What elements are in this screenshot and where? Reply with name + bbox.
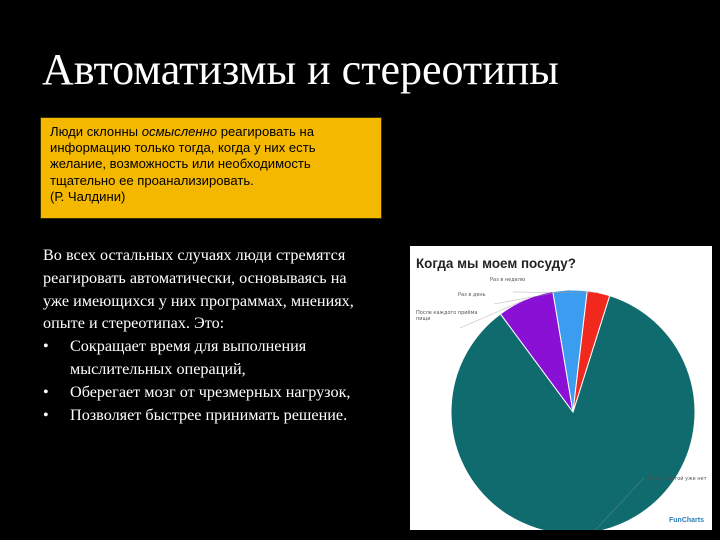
quote-line-4: тщательно ее проанализировать. [50, 172, 254, 188]
bullet-item-1-continued: мыслительных операций, [70, 359, 246, 378]
body-line-4: опыте и стереотипах. Это: [43, 314, 225, 333]
quote-box [40, 117, 382, 219]
body-line-3: уже имеющихся у них программах, мнениях, [43, 291, 354, 310]
pie-slice-label-2: Раз в день [458, 292, 486, 298]
pie-chart-panel [410, 246, 712, 530]
quote-line-2: информацию только тогда, когда у них есть [50, 140, 316, 156]
body-text [43, 244, 403, 426]
bullet-icon: • [43, 405, 49, 424]
quote-emphasis: осмысленно [141, 124, 218, 139]
quote-line-3: желание, возможность или необходимость [50, 156, 311, 172]
bullet-icon: • [43, 382, 49, 401]
body-line-2: реагировать автоматически, основываясь на [43, 268, 347, 287]
bullet-item-2: • Оберегает мозг от чрезмерных нагрузок, [43, 381, 403, 404]
body-line-1: Во всех остальных случаях люди стремятся [43, 246, 346, 264]
bullet-item-3: • Позволяет быстрее принимать решение. [43, 404, 403, 427]
bullet-item-1: • Сокращает время для выполнения [43, 335, 403, 358]
slide-title: Автоматизмы и стереотипы [42, 45, 559, 94]
pie-slice-label-3: Раз в неделю [490, 277, 526, 283]
bullet-list [43, 335, 403, 426]
quote-author: (Р. Чалдини) [50, 188, 126, 204]
pie-slice-label-1-line-2: пищи [416, 316, 431, 322]
pie-chart [410, 246, 712, 530]
pie-slice-label-1: После каждого приёма [416, 310, 478, 316]
bullet-icon: • [43, 337, 49, 356]
chart-logo: FunCharts [669, 517, 704, 524]
quote-line-1: Люди склонны осмысленно реагировать на [50, 124, 315, 139]
pie-slice-label-0: Когда чистой уже нет [648, 476, 707, 482]
chart-title: Когда мы моем посуду? [416, 256, 576, 271]
